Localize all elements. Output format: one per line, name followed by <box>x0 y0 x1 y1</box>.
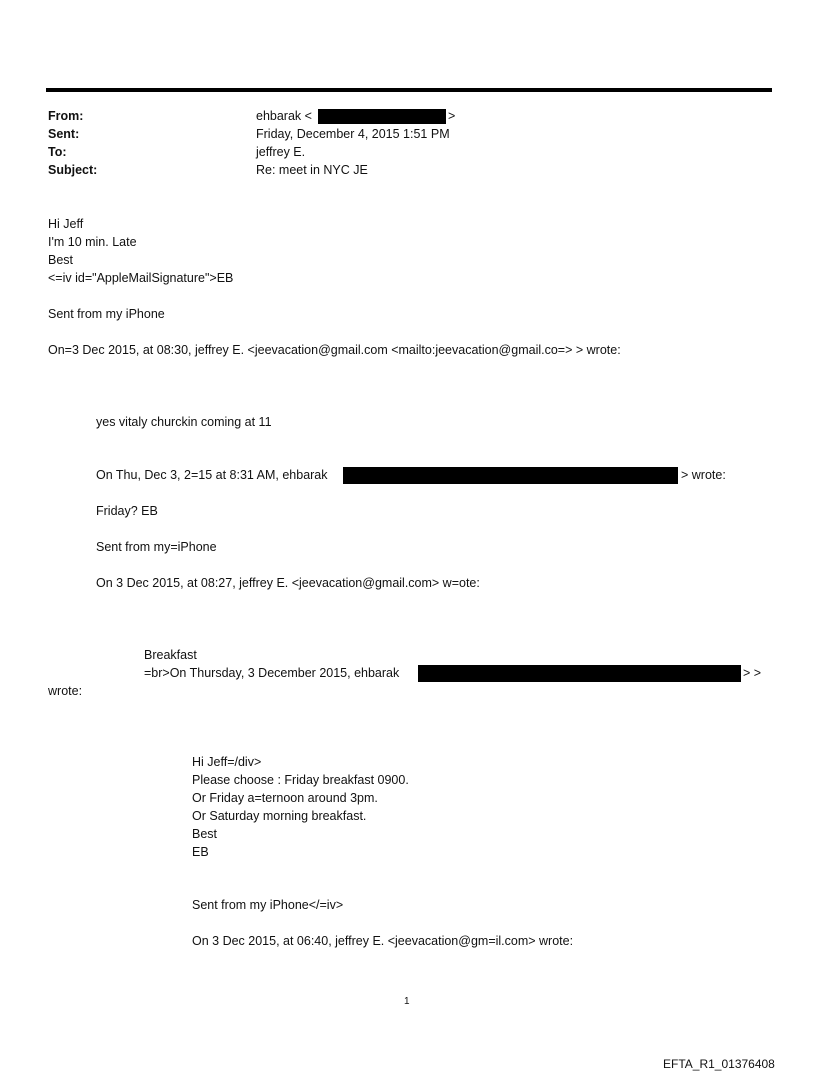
sent-label: Sent: <box>48 127 80 141</box>
quote-line: Best <box>192 827 218 841</box>
body-line: Sent from my iPhone <box>48 307 165 321</box>
quote-header-prefix: =br>On Thursday, 3 December 2015, ehbarak <box>144 666 400 680</box>
header-rule <box>46 88 772 92</box>
page-number: 1 <box>404 996 410 1007</box>
quote-header-suffix: > wrote: <box>681 468 726 482</box>
quote-line: Or Saturday morning breakfast. <box>192 809 367 823</box>
quote-header: On 3 Dec 2015, at 08:27, jeffrey E. <jeevacation@gmail.com> w=ote: <box>96 576 480 590</box>
quote-line: Sent from my iPhone</=iv> <box>192 898 344 912</box>
quote-header: On 3 Dec 2015, at 06:40, jeffrey E. <jeevacation@gm=il.com> wrote: <box>192 934 574 948</box>
quote-line: Sent from my=iPhone <box>96 540 217 554</box>
quote-header: On=3 Dec 2015, at 08:30, jeffrey E. <jeevacation@gmail.com <mailto:jeevacation@gmail.co=> > wrote: <box>48 343 621 357</box>
quote-line: Breakfast <box>144 648 197 662</box>
quote-line: EB <box>192 845 209 859</box>
body-line: Best <box>48 253 74 267</box>
body-line: Hi Jeff <box>48 217 84 231</box>
redaction-box <box>418 665 741 682</box>
quote-line: Please choose : Friday breakfast 0900. <box>192 773 409 787</box>
quote-line: Or Friday a=ternoon around 3pm. <box>192 791 378 805</box>
to-label: To: <box>48 145 67 159</box>
quote-header-suffix: > > <box>743 666 762 680</box>
subject-value: Re: meet in NYC JE <box>256 163 368 177</box>
redaction-box <box>318 109 446 124</box>
quote-header-prefix: On Thu, Dec 3, 2=15 at 8:31 AM, ehbarak <box>96 468 328 482</box>
quote-line: wrote: <box>48 684 83 698</box>
quote-line: Friday? EB <box>96 504 158 518</box>
to-value: jeffrey E. <box>256 145 306 159</box>
sent-value: Friday, December 4, 2015 1:51 PM <box>256 127 450 141</box>
from-value-prefix: ehbarak < <box>256 109 312 123</box>
body-line: <=iv id="AppleMailSignature">EB <box>48 271 234 285</box>
subject-label: Subject: <box>48 163 98 177</box>
redaction-box <box>343 467 678 484</box>
document-id: EFTA_R1_01376408 <box>663 1057 775 1071</box>
body-line: I'm 10 min. Late <box>48 235 137 249</box>
from-value-suffix: > <box>448 109 456 123</box>
from-label: From: <box>48 109 84 123</box>
quote-line: yes vitaly churckin coming at 11 <box>96 415 272 429</box>
quote-line: Hi Jeff=/div> <box>192 755 262 769</box>
